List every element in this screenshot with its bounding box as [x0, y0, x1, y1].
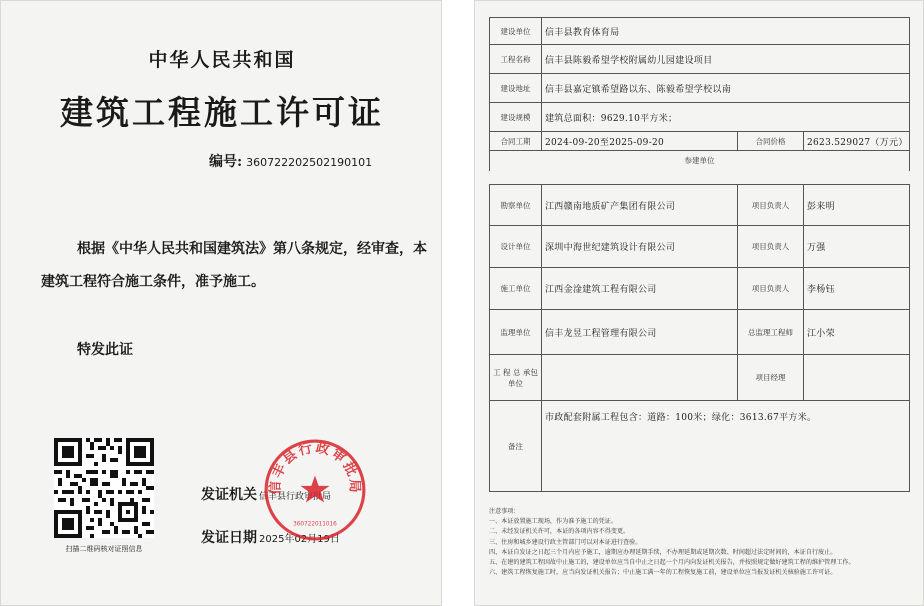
note-item: 三、住房和城乡建设行政主管部门可以对本证进行查验。: [489, 538, 642, 546]
seal-arc-text: 信丰县行政审批局: [267, 439, 363, 495]
remark-value: 市政配套附属工程包含：道路：100米；绿化：3613.67平方米。: [542, 401, 910, 492]
issuing-authority-label: 发证机关: [201, 487, 257, 503]
row-label: 建设地址: [490, 74, 542, 103]
project-info-table: [489, 17, 910, 492]
role-label: 勘察单位: [490, 185, 542, 226]
table-row: [490, 355, 910, 401]
table-row: [490, 103, 910, 132]
issuing-authority-value: 信丰县行政审批局: [259, 492, 332, 502]
role-label: 施工单位: [490, 268, 542, 310]
person-value: [804, 355, 910, 401]
note-item: 四、本证自发证之日起三个月内应予施工，逾期应办理延期手续，不办理延期或延期次数、时间超过法定时间的，本证自行废止。: [489, 548, 837, 556]
seal-number: 360722011016: [293, 521, 337, 528]
construction-unit-value: 信丰县教育体育局: [542, 18, 910, 45]
participants-header: 参建单位: [490, 151, 910, 171]
person-label: 项目经理: [738, 355, 804, 401]
person-label: 项目负责人: [738, 268, 804, 310]
note-item: 二、未经发证机关许可，本证的各项内容不得变更。: [489, 528, 630, 536]
issue-date-value: 2025年02月19日: [259, 534, 340, 545]
certificate-number-value: 360722202502190101: [246, 156, 373, 169]
table-row: [490, 74, 910, 103]
unit-value: [542, 355, 738, 401]
note-item: 五、在建的建筑工程因故中止施工的，建设单位应当自中止之日起一个月内向发证机关报告，并按照规定做好建筑工程的维护管理工作。: [489, 559, 855, 567]
unit-value: 深圳中海世纪建筑设计有限公司: [542, 226, 738, 268]
note-item: 一、本证放置施工现场，作为准予施工的凭证。: [489, 518, 617, 526]
table-row: [490, 132, 910, 151]
person-value: 李杨钰: [804, 268, 910, 310]
certificate-number: [209, 151, 372, 171]
certificate-number-label: 编号:: [209, 154, 243, 170]
row-label: 工程名称: [490, 45, 542, 74]
nation-heading: 中华人民共和国: [148, 49, 296, 71]
remark-label: 备注: [490, 401, 542, 492]
row-label: 建设单位: [490, 18, 542, 45]
contract-price-value: 2623.529027（万元）: [804, 132, 910, 151]
table-row: [490, 185, 910, 226]
qr-caption: 扫描二维码核对证照信息: [65, 545, 143, 553]
notes-title: 注意事项：: [489, 508, 520, 515]
contract-period-value: 2024-09-20至2025-09-20: [542, 132, 738, 151]
project-address-value: 信丰县嘉定镇希望路以东、陈毅希望学校以南: [542, 74, 910, 103]
issue-date-label: 发证日期: [201, 530, 257, 546]
table-row: [490, 401, 910, 492]
certificate-body: 根据《中华人民共和国建筑法》第八条规定，经审查，本建筑工程符合施工条件，准予施工。: [41, 241, 427, 290]
notes-section: [489, 507, 909, 578]
person-label: 总监理工程师: [738, 310, 804, 355]
note-item: 六、建筑工程恢复施工时，应当向发证机关报告；中止施工满一年的工程恢复施工前，建设单位应当报发证机关核验施工许可证。: [489, 569, 837, 577]
contract-price-label: 合同价格: [738, 132, 804, 151]
table-row: [490, 268, 910, 310]
table-row: [490, 18, 910, 45]
role-label: 工 程 总 承包单位: [490, 355, 542, 401]
person-label: 项目负责人: [738, 226, 804, 268]
project-scale-value: 建筑总面积：9629.10平方米；: [542, 103, 910, 132]
certificate-front: [0, 0, 442, 606]
contract-period-label: 合同工期: [490, 132, 542, 151]
row-label: 建设规模: [490, 103, 542, 132]
role-label: 设计单位: [490, 226, 542, 268]
table-row: [490, 151, 910, 171]
person-value: 万强: [804, 226, 910, 268]
person-label: 项目负责人: [738, 185, 804, 226]
person-value: 彭来明: [804, 185, 910, 226]
unit-value: 江西金淦建筑工程有限公司: [542, 268, 738, 310]
table-row: [490, 310, 910, 355]
certificate-title: 建筑工程施工许可证: [60, 93, 384, 132]
person-value: 江小荣: [804, 310, 910, 355]
qr-code-icon[interactable]: [54, 438, 154, 538]
special-issue-text: 特发此证: [77, 342, 133, 358]
unit-value: 信丰龙昱工程管理有限公司: [542, 310, 738, 355]
official-seal-icon: [263, 438, 367, 542]
unit-value: 江西赣南地质矿产集团有限公司: [542, 185, 738, 226]
role-label: 监理单位: [490, 310, 542, 355]
certificate-back: [474, 0, 924, 606]
table-row: [490, 45, 910, 74]
table-row: [490, 226, 910, 268]
project-name-value: 信丰县陈毅希望学校附属幼儿园建设项目: [542, 45, 910, 74]
